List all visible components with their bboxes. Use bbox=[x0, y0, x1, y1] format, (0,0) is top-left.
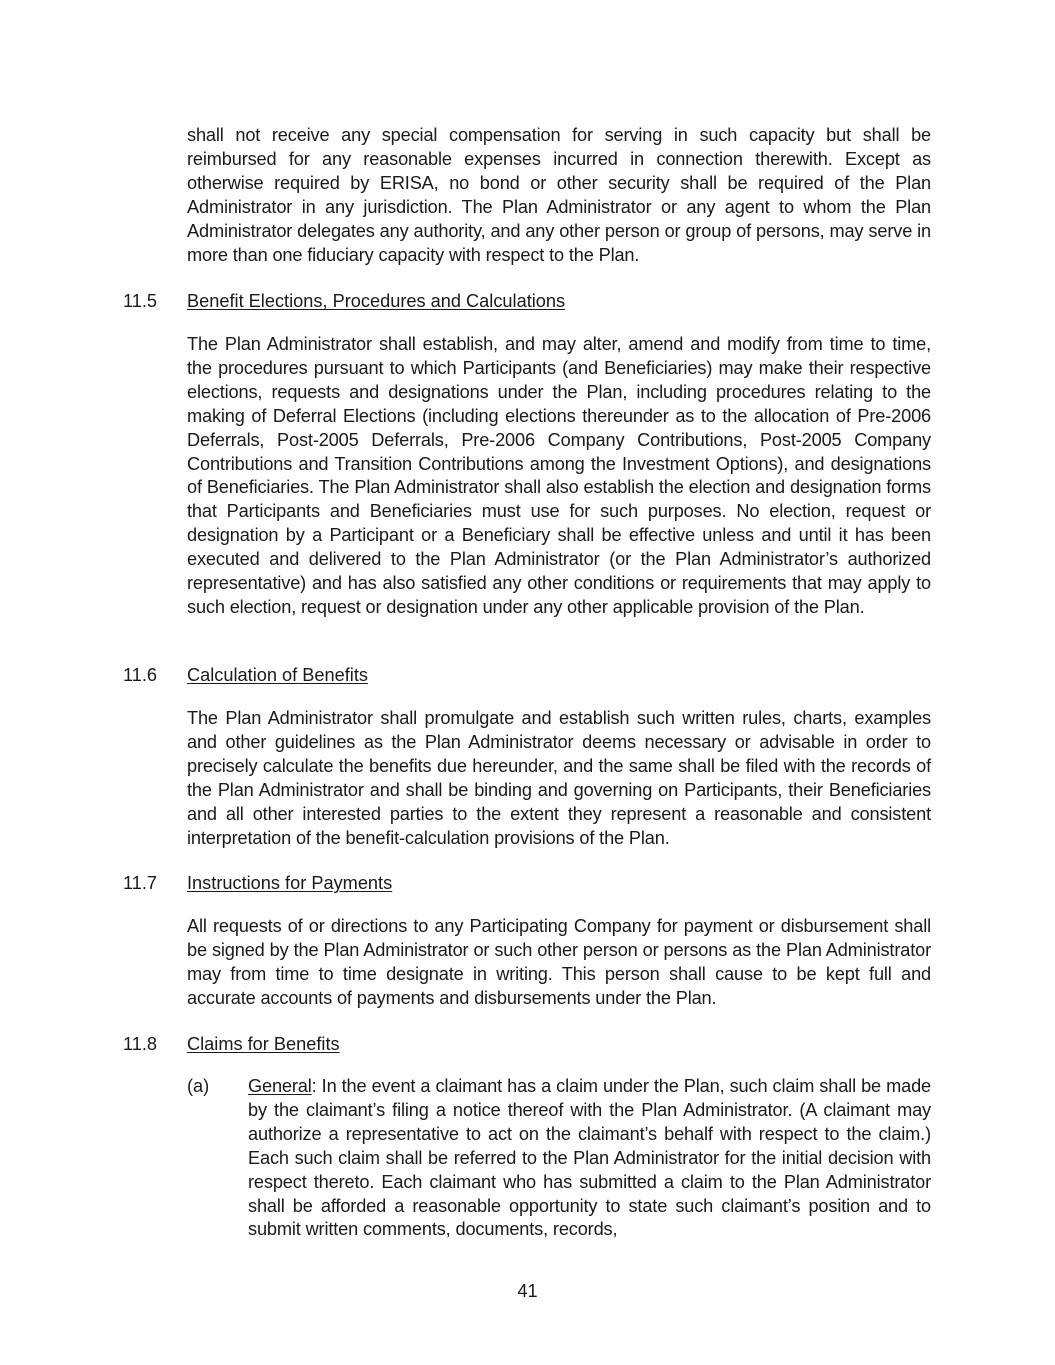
section-number: 11.5 bbox=[123, 291, 158, 311]
page-number: 41 bbox=[517, 1281, 538, 1301]
section-title: Claims for Benefits bbox=[187, 1034, 340, 1054]
section-11-7-paragraph: All requests of or directions to any Participating Company for payment or disbursement shall be signed by the Plan Administrator or such other person or persons as the Plan Administrator may from time to time designate in writing. This person shall cause to be kept full and accurate accounts of payments and disbursements under the Plan. bbox=[187, 916, 931, 1008]
section-number: 11.8 bbox=[123, 1034, 158, 1054]
subsection-lead: General bbox=[248, 1076, 312, 1096]
section-heading-11-5 bbox=[123, 289, 931, 313]
intro-paragraph: shall not receive any special compensation for serving in such capacity but shall be reimbursed for any reasonable expenses incurred in connection therewith. Except as otherwise required by ERISA, no bond or other security shall be required of the Plan Administrator in any jurisdiction. The Plan Administrator or any agent to whom the Plan Administrator delegates any authority, and any other person or group of persons, may serve in more than one fiduciary capacity with respect to the Plan. bbox=[187, 125, 931, 265]
subsection-label: (a) bbox=[187, 1076, 210, 1096]
section-heading-11-7 bbox=[123, 871, 931, 895]
section-title: Instructions for Payments bbox=[187, 873, 393, 893]
section-heading-11-6 bbox=[123, 663, 931, 687]
section-number: 11.7 bbox=[123, 873, 158, 893]
subsection-body bbox=[248, 1075, 931, 1242]
subsection-a bbox=[187, 1075, 931, 1242]
section-11-5-paragraph: The Plan Administrator shall establish, and may alter, amend and modify from time to time, the procedures pursuant to which Participants (and Beneficiaries) may make their respective elections, requests and designations under the Plan, including procedures relating to the making of Deferral Elections (including elections thereunder as to the allocation of Pre-2006 Deferrals, Post-2005 Deferrals, Pre-2006 Company Contributions, Post-2005 Company Contributions and Transition Contributions among the Investment Options), and designations of Beneficiaries. The Plan Administrator shall also establish the election and designation forms that Participants and Beneficiaries must use for such purposes. No election, request or designation by a Participant or a Beneficiary shall be effective unless and until it has been executed and delivered to the Plan Administrator (or the Plan Administrator’s authorized representative) and has also satisfied any other conditions or requirements that may apply to such election, request or designation under any other applicable provision of the Plan. bbox=[187, 334, 931, 617]
section-heading-11-8 bbox=[123, 1032, 931, 1056]
subsection-text: : In the event a claimant has a claim under the Plan, such claim shall be made by the claimant’s filing a notice thereof with the Plan Administrator. (A claimant may authorize a representative to act on the claimant’s behalf with respect to the claim.) Each such claim shall be referred to the Plan Administrator for the initial decision with respect thereto. Each claimant who has submitted a claim to the Plan Administrator shall be afforded a reasonable opportunity to state such claimant’s position and to submit written comments, documents, records, bbox=[248, 1076, 931, 1240]
section-title: Calculation of Benefits bbox=[187, 665, 368, 685]
section-number: 11.6 bbox=[123, 665, 158, 685]
section-11-6-paragraph: The Plan Administrator shall promulgate and establish such written rules, charts, examples and other guidelines as the Plan Administrator deems necessary or advisable in order to precisely calculate the benefits due hereunder, and the same shall be filed with the records of the Plan Administrator and shall be binding and governing on Participants, their Beneficiaries and all other interested parties to the extent they represent a reasonable and consistent interpretation of the benefit-calculation provisions of the Plan. bbox=[187, 708, 931, 848]
section-title: Benefit Elections, Procedures and Calculations bbox=[187, 291, 566, 311]
